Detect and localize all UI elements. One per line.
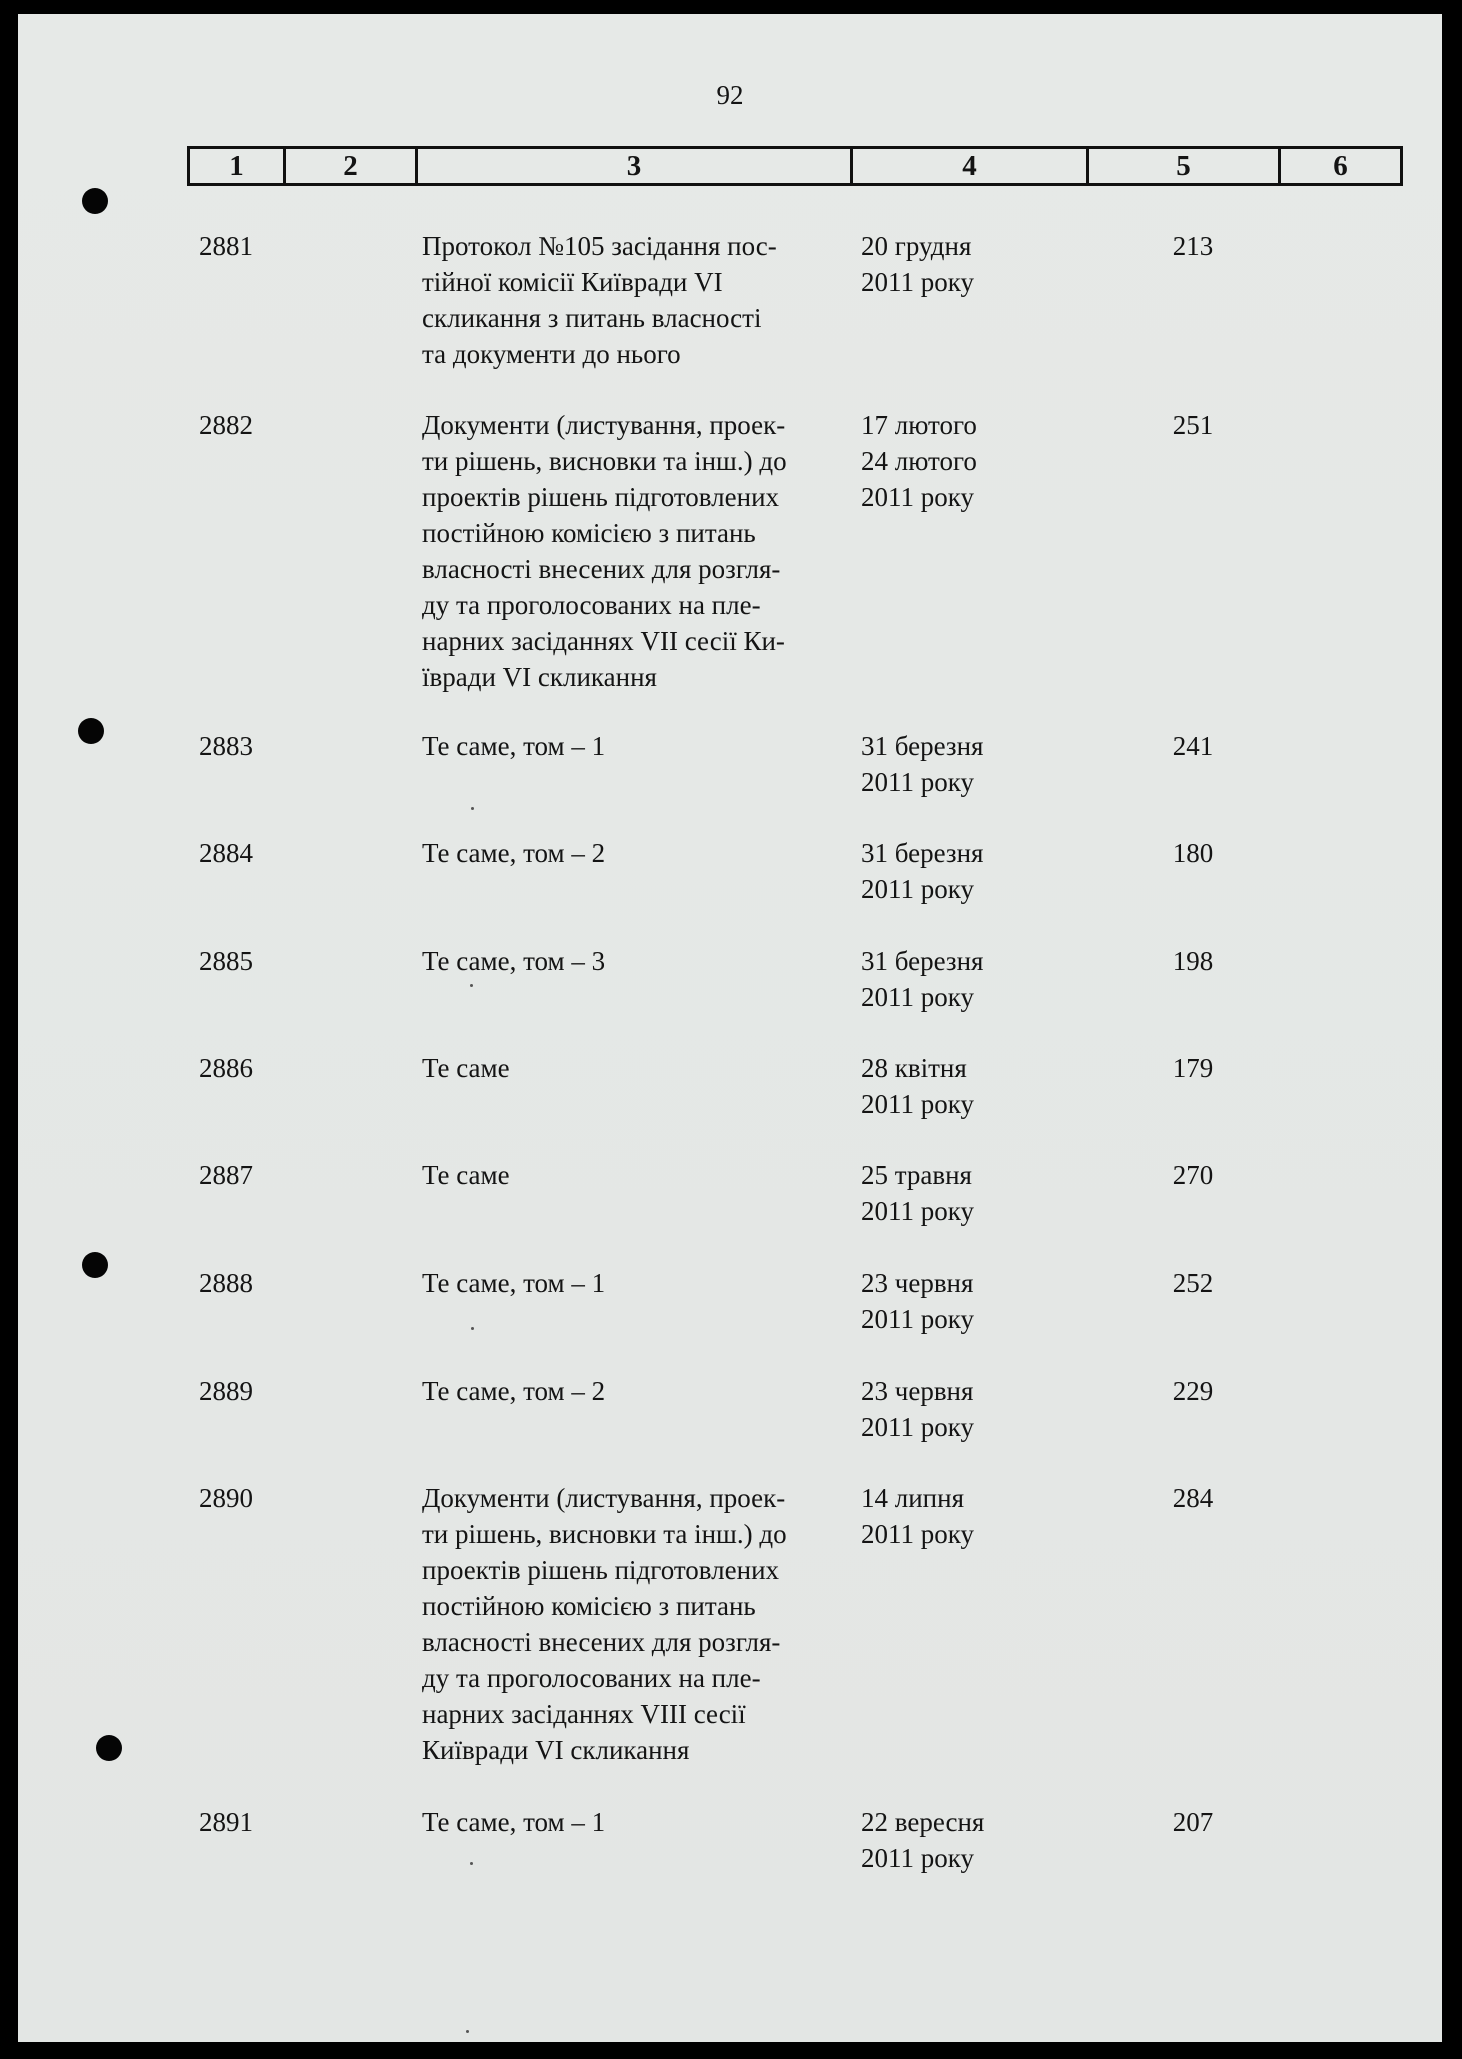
record-date: 28 квітня 2011 року <box>861 1053 974 1119</box>
record-sheets: 179 <box>1172 1053 1214 1083</box>
paper-speck <box>471 1327 474 1330</box>
record-sheets: 198 <box>1172 946 1214 976</box>
record-number: 2891 <box>199 1807 253 1837</box>
record-date: 22 вересня 2011 року <box>861 1807 985 1873</box>
record-number: 2881 <box>199 231 253 261</box>
record-number: 2888 <box>199 1268 253 1298</box>
column-header-1: 1 <box>190 149 286 183</box>
record-sheets: 180 <box>1172 838 1214 868</box>
record-number: 2883 <box>199 731 253 761</box>
record-sheets: 251 <box>1172 410 1214 440</box>
record-date: 17 лютого 24 лютого 2011 року <box>861 410 977 512</box>
record-number: 2885 <box>199 946 253 976</box>
column-header-3: 3 <box>418 149 853 183</box>
record-sheets: 284 <box>1172 1483 1214 1513</box>
record-sheets: 213 <box>1172 231 1214 261</box>
record-title: Те саме, том – 2 <box>422 838 606 868</box>
column-header-5: 5 <box>1089 149 1281 183</box>
record-title: Документи (листування, проек- ти рішень, висновки та інш.) до проектів рішень підготовлених постійною комісією з питань власності внесених для розгля- ду та проголосованих на пле- нарних засіданнях VII сесії Ки- ївради VI скликання <box>422 410 787 692</box>
record-title: Те саме, том – 3 <box>422 946 606 976</box>
document-page <box>18 14 1442 2042</box>
record-date: 31 березня 2011 року <box>861 946 984 1012</box>
paper-speck <box>470 1862 473 1865</box>
record-date: 31 березня 2011 року <box>861 731 984 797</box>
record-number: 2890 <box>199 1483 253 1513</box>
record-sheets: 229 <box>1172 1376 1214 1406</box>
record-title: Протокол №105 засідання пос- тійної комісії Київради VI скликання з питань власності та документи до нього <box>422 231 777 369</box>
record-date: 31 березня 2011 року <box>861 838 984 904</box>
record-number: 2886 <box>199 1053 253 1083</box>
record-date: 23 червня 2011 року <box>861 1268 974 1334</box>
records-list <box>18 14 1442 2042</box>
record-sheets: 252 <box>1172 1268 1214 1298</box>
column-header-6: 6 <box>1333 149 1348 182</box>
paper-speck <box>470 984 473 987</box>
column-header-2: 2 <box>286 149 418 183</box>
record-number: 2887 <box>199 1160 253 1190</box>
page-number: 92 <box>716 80 744 110</box>
record-number: 2884 <box>199 838 253 868</box>
record-date: 14 липня 2011 року <box>861 1483 974 1549</box>
record-date: 23 червня 2011 року <box>861 1376 974 1442</box>
column-header-4: 4 <box>853 149 1089 183</box>
record-title: Те саме, том – 1 <box>422 1268 606 1298</box>
record-sheets: 207 <box>1172 1807 1214 1837</box>
record-number: 2889 <box>199 1376 253 1406</box>
record-sheets: 270 <box>1172 1160 1214 1190</box>
record-title: Те саме <box>422 1053 510 1083</box>
record-title: Те саме <box>422 1160 510 1190</box>
record-sheets: 241 <box>1172 731 1214 761</box>
record-title: Те саме, том – 1 <box>422 731 606 761</box>
record-title: Документи (листування, проек- ти рішень, висновки та інш.) до проектів рішень підготовлених постійною комісією з питань власності внесених для розгля- ду та проголосованих на пле- нарних засіданнях VIII сесії Київради VI скликання <box>422 1483 787 1765</box>
record-date: 25 травня 2011 року <box>861 1160 974 1226</box>
record-number: 2882 <box>199 410 253 440</box>
record-date: 20 грудня 2011 року <box>861 231 974 297</box>
paper-speck <box>466 2030 469 2033</box>
paper-speck <box>471 807 474 810</box>
record-title: Те саме, том – 1 <box>422 1807 606 1837</box>
record-title: Те саме, том – 2 <box>422 1376 606 1406</box>
